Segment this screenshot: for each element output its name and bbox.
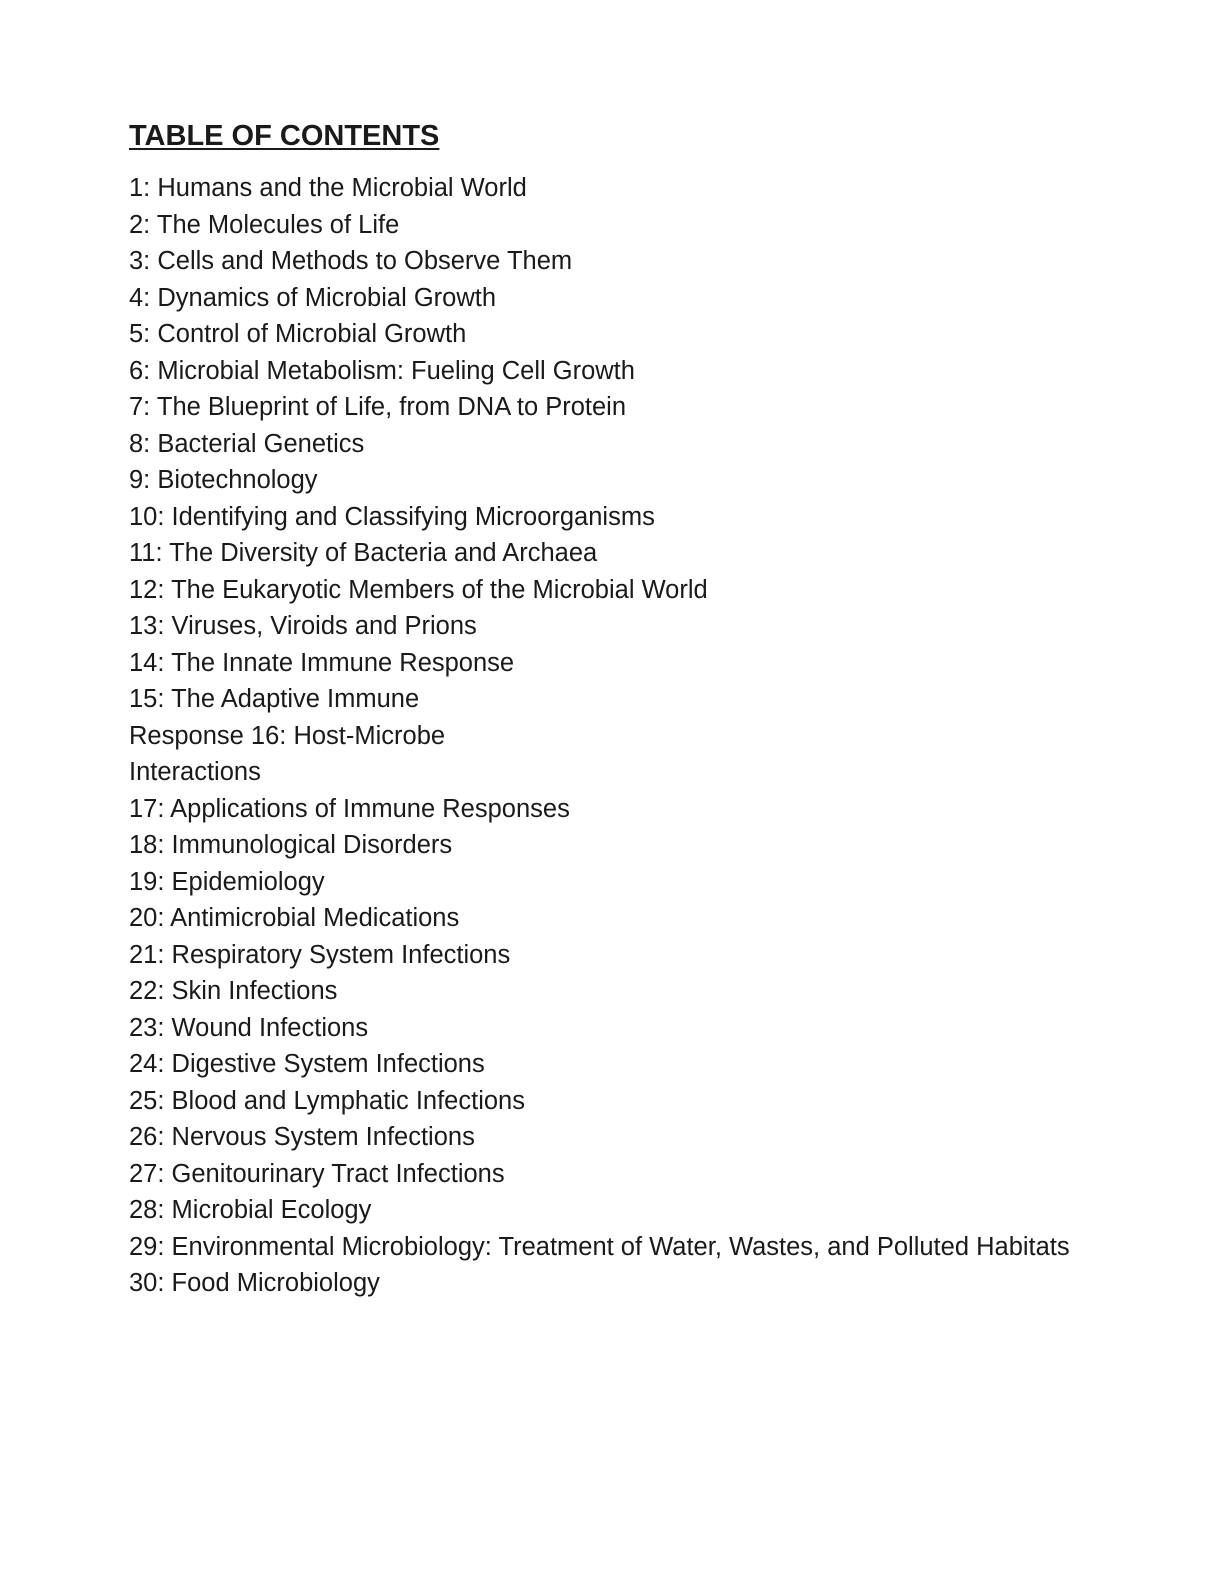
toc-line: 20: Antimicrobial Medications bbox=[129, 904, 460, 932]
toc-section bbox=[129, 117, 1089, 1301]
toc-line: 14: The Innate Immune Response bbox=[129, 648, 515, 677]
toc-line: 29: Environmental Microbiology: Treatment of Water, Wastes, and Polluted Habitats bbox=[129, 1232, 1070, 1261]
toc-line: 13: Viruses, Viroids and Prions bbox=[129, 612, 477, 640]
toc-line: 27: Genitourinary Tract Infections bbox=[129, 1159, 505, 1188]
toc-line: 9: Biotechnology bbox=[129, 466, 318, 494]
toc-line: Interactions bbox=[129, 758, 261, 786]
toc-title: TABLE OF CONTENTS bbox=[129, 120, 440, 152]
toc-line: 4: Dynamics of Microbial Growth bbox=[129, 283, 497, 312]
toc-line: 21: Respiratory System Infections bbox=[129, 940, 511, 969]
toc-list bbox=[129, 170, 1089, 1301]
toc-line: Response 16: Host-Microbe bbox=[129, 721, 446, 750]
toc-line: 23: Wound Infections bbox=[129, 1013, 369, 1042]
toc-line: 17: Applications of Immune Responses bbox=[129, 794, 570, 823]
toc-line: 15: The Adaptive Immune bbox=[129, 685, 420, 713]
toc-line: 1: Humans and the Microbial World bbox=[129, 174, 527, 202]
toc-line: 25: Blood and Lymphatic Infections bbox=[129, 1086, 525, 1115]
toc-line: 2: The Molecules of Life bbox=[129, 210, 400, 239]
toc-line: 7: The Blueprint of Life, from DNA to Protein bbox=[129, 393, 627, 421]
toc-line: 26: Nervous System Infections bbox=[129, 1123, 475, 1151]
toc-line: 12: The Eukaryotic Members of the Microbial World bbox=[129, 575, 708, 604]
toc-line: 24: Digestive System Infections bbox=[129, 1050, 485, 1078]
toc-line: 10: Identifying and Classifying Microorganisms bbox=[129, 502, 655, 531]
toc-line: 5: Control of Microbial Growth bbox=[129, 320, 467, 348]
toc-line: 18: Immunological Disorders bbox=[129, 831, 453, 859]
toc-line: 6: Microbial Metabolism: Fueling Cell Growth bbox=[129, 356, 635, 385]
toc-line: 30: Food Microbiology bbox=[129, 1268, 380, 1297]
toc-line: 3: Cells and Methods to Observe Them bbox=[129, 247, 573, 275]
toc-line: 22: Skin Infections bbox=[129, 977, 338, 1005]
toc-line: 8: Bacterial Genetics bbox=[129, 429, 365, 458]
toc-line: 11: The Diversity of Bacteria and Archaea bbox=[129, 539, 598, 567]
toc-line: 28: Microbial Ecology bbox=[129, 1196, 372, 1224]
toc-line: 19: Epidemiology bbox=[129, 867, 325, 896]
